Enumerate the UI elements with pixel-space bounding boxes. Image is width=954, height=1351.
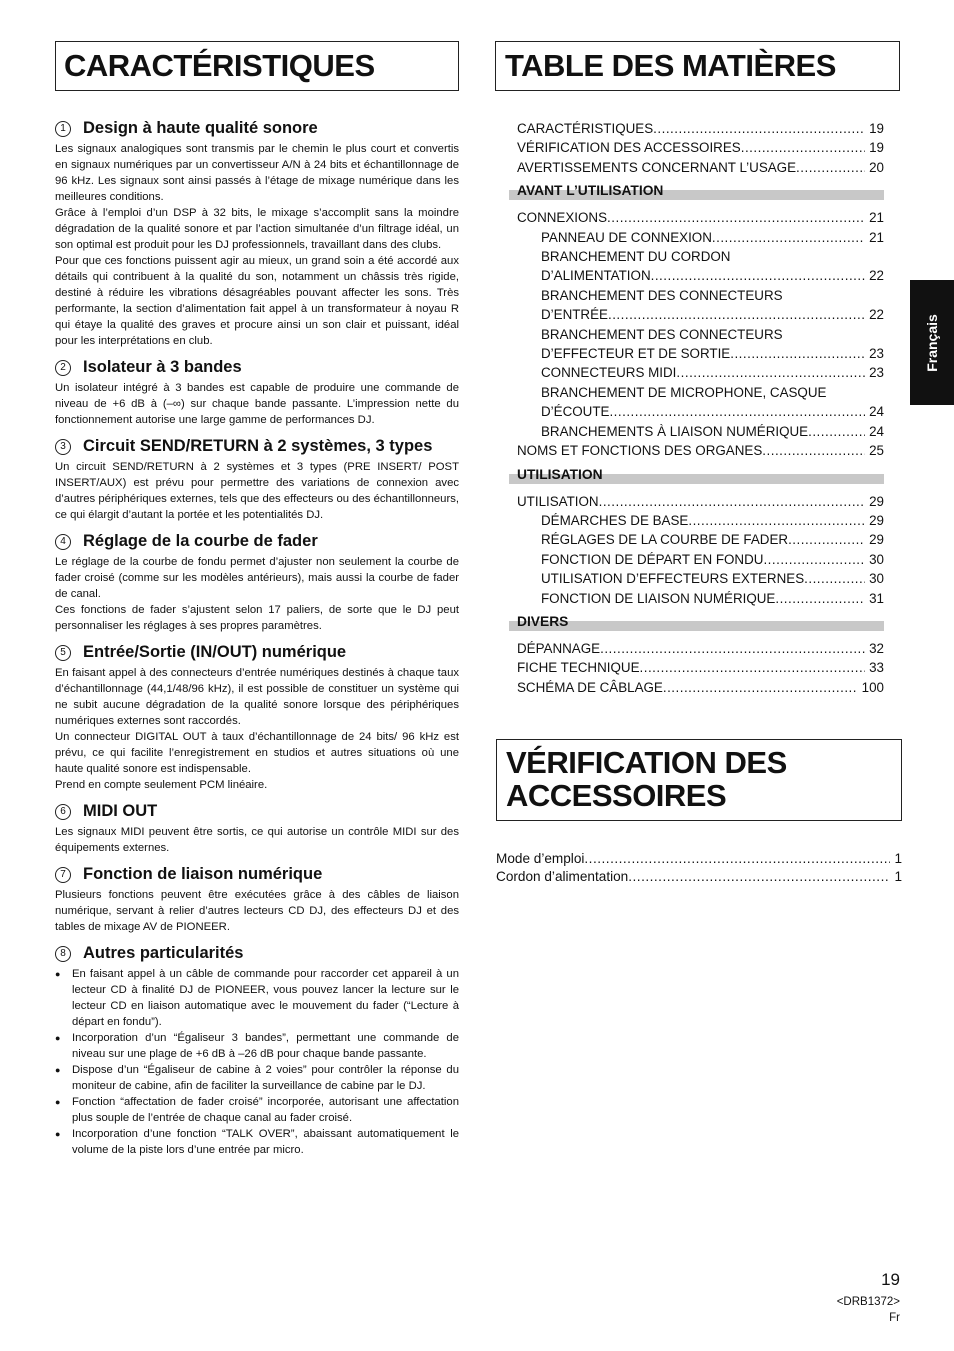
toc-entry: FONCTION DE DÉPART EN FONDU ..... 30 — [517, 550, 884, 569]
list-item: ● En faisant appel à un câble de commande pour raccorder cet appareil à un lecteur CD à finalité DJ de PIONEER, vous pouvez lancer la lecture sur le lecteur CD en liaison automatique avec le mouvement du fader (“Lecture à départ en fondu”). — [55, 966, 459, 1030]
toc-entry: RÉGLAGES DE LA COURBE DE FADER ..... 29 — [517, 530, 884, 549]
heading-caracteristiques: CARACTÉRISTIQUES — [55, 41, 459, 91]
list-item: ● Dispose d’un “Égaliseur de cabine à 2 voies” pour contrôler la réponse du moniteur de cabine, afin de faciliter la surveillance de cabine par le DJ. — [55, 1062, 459, 1094]
feature-1 — [55, 118, 459, 349]
feature-text: Plusieurs fonctions peuvent être exécutées grâce à des câbles de liaison numérique, servant à relier d’autres lecteurs CD DJ, des effecteurs DJ et des tables de mixage AV de PIONEER. — [55, 889, 459, 933]
toc-entry: D’EFFECTEUR ET DE SORTIE ..... 23 — [517, 344, 884, 363]
feature-4 — [55, 531, 459, 634]
feature-2 — [55, 357, 459, 428]
feature-text: Grâce à l’emploi d’un DSP à 32 bits, le mixage s’accomplit sans la moindre dégradation de la qualité sonore et par l’action simultanée d’un filtrage idéal, un son optimal est produit pour les DJ professionnels, travaillant dans des clubs. — [55, 207, 459, 251]
feature-3 — [55, 436, 459, 523]
feature-text: Ces fonctions de fader s’ajustent selon 17 paliers, de sorte que le DJ peut personnaliser les réglages à ses propres paramètres. — [55, 604, 459, 632]
number-circle: 3 — [55, 439, 71, 455]
feature-7 — [55, 864, 459, 935]
feature-text: Pour que ces fonctions puissent agir au mieux, un grand soin a été accordé aux détails qui contribuent à la qualité du son, notamment un châssis très rigide, destiné à réduire les vibrations désagréables pouvant affecter les sons. Très performante, la section d’alimentation fait appel à un transformateur à noyau R qui étaye la qualité des graves et procure ainsi un son clair et puissant, idéal pour les interprétations en club. — [55, 255, 459, 347]
page-number: 19 — [881, 1270, 900, 1289]
number-circle: 4 — [55, 534, 71, 550]
features-list — [55, 118, 459, 1166]
toc-entry: D’ALIMENTATION ..... 22 — [517, 266, 884, 285]
language-tab — [910, 280, 954, 405]
toc-entry: SCHÉMA DE CÂBLAGE ..... 100 — [517, 678, 884, 697]
feature-5 — [55, 642, 459, 793]
language-label: Français — [924, 313, 940, 372]
number-circle: 1 — [55, 121, 71, 137]
doc-code: <DRB1372> — [836, 1296, 900, 1308]
number-circle: 5 — [55, 645, 71, 661]
feature-title: Entrée/Sortie (IN/OUT) numérique — [83, 643, 347, 661]
feature-6 — [55, 801, 459, 856]
toc-entry: D’ÉCOUTE ..... 24 — [517, 402, 884, 421]
toc-entry: UTILISATION D’EFFECTEURS EXTERNES ..... 30 — [517, 569, 884, 588]
feature-title: Design à haute qualité sonore — [83, 119, 318, 137]
toc-entry: BRANCHEMENTS À LIAISON NUMÉRIQUE ..... 24 — [517, 422, 884, 441]
feature-text: En faisant appel à des connecteurs d’entrée numériques destinés à chaque taux d’échantillonnage (44,1/48/96 kHz), il est possible de constituer un système qui ne subit aucune dégradation de la qualité sonore lorsque des périphériques numériques externes sont raccordés. — [55, 667, 459, 727]
toc-entry: UTILISATION ..... 29 — [517, 492, 884, 511]
list-item: ● Incorporation d’un “Égaliseur 3 bandes”, permettant une commande de niveau sur une plage de +6 dB à –26 dB pour chaque bande passante. — [55, 1030, 459, 1062]
feature-text: Les signaux MIDI peuvent être sortis, ce qui autorise un contrôle MIDI sur des équipements externes. — [55, 826, 459, 854]
feature-text: Un connecteur DIGITAL OUT à taux d’échantillonnage de 24 bits/ 96 kHz est prévu, ce qui facilite l’enregistrement en studios et autres situations où une haute qualité sonore est indispensable. — [55, 731, 459, 775]
toc-section-header: DIVERS — [509, 621, 884, 631]
number-circle: 7 — [55, 867, 71, 883]
accessories-list — [496, 850, 902, 886]
accessory-entry: Cordon d’alimentation ..... 1 — [496, 868, 902, 886]
feature-8 — [55, 943, 459, 1158]
toc-entry: NOMS ET FONCTIONS DES ORGANES ..... 25 — [517, 441, 884, 460]
toc-entry: DÉPANNAGE ..... 32 — [517, 639, 884, 658]
heading-table-des-matieres: TABLE DES MATIÈRES — [495, 41, 900, 91]
feature-text: Les signaux analogiques sont transmis par le chemin le plus court et convertis en signaux numériques par un convertisseur A/N à 24 bits et échantillonnage de 96 kHz. Les signaux sont ainsi passés à l’étage de mixage numérique dans les meilleures conditions. — [55, 143, 459, 203]
toc-entry: FONCTION DE LIAISON NUMÉRIQUE ..... 31 — [517, 589, 884, 608]
number-circle: 6 — [55, 804, 71, 820]
toc-entry: CONNEXIONS ..... 21 — [517, 208, 884, 227]
toc-entry-line: BRANCHEMENT DES CONNECTEURS — [541, 326, 783, 342]
toc-entry: DÉMARCHES DE BASE ..... 29 — [517, 511, 884, 530]
feature-title: Réglage de la courbe de fader — [83, 532, 318, 550]
feature-title: Fonction de liaison numérique — [83, 865, 323, 883]
feature-title: Autres particularités — [83, 944, 244, 962]
list-item: ● Incorporation d’une fonction “TALK OVER”, abaissant automatiquement le volume de la piste lors d’une entrée par micro. — [55, 1126, 459, 1158]
feature-text: Prend en compte seulement PCM linéaire. — [55, 779, 268, 791]
toc-entry: VÉRIFICATION DES ACCESSOIRES ..... 19 — [517, 138, 884, 157]
number-circle: 8 — [55, 946, 71, 962]
toc-entry: AVERTISSEMENTS CONCERNANT L’USAGE ..... 20 — [517, 158, 884, 177]
feature-text: Le réglage de la courbe de fondu permet d’ajuster non seulement la courbe de fader croisé (comme sur les modèles antérieurs), mais aussi la courbe de fader de canal. — [55, 556, 459, 600]
toc-entry-line: BRANCHEMENT DE MICROPHONE, CASQUE — [541, 384, 827, 400]
feature-title: Circuit SEND/RETURN à 2 systèmes, 3 types — [83, 437, 433, 455]
table-of-contents — [517, 119, 884, 697]
toc-entry: D’ENTRÉE ..... 22 — [517, 305, 884, 324]
feature-text: Un circuit SEND/RETURN à 2 systèmes et 3 types (PRE INSERT/ POST INSERT/AUX) est prévu pour permettre des variations de connexion avec d’autres périphériques externes, tels que des effecteurs ou des échantillonneurs, ce qui élargit d’autant la portée et les potentialités DJ. — [55, 461, 459, 521]
toc-entry: PANNEAU DE CONNEXION ..... 21 — [517, 228, 884, 247]
toc-entry: CONNECTEURS MIDI ..... 23 — [517, 363, 884, 382]
lang-code: Fr — [889, 1312, 900, 1324]
toc-entry: CARACTÉRISTIQUES ..... 19 — [517, 119, 884, 138]
list-item: ● Fonction “affectation de fader croisé” incorporée, autorisant une affectation plus souple de l’entrée de chaque canal au fader croisé. — [55, 1094, 459, 1126]
toc-entry: FICHE TECHNIQUE ..... 33 — [517, 658, 884, 677]
accessory-entry: Mode d’emploi ..... 1 — [496, 850, 902, 868]
bullet-list — [55, 966, 459, 1158]
feature-title: MIDI OUT — [83, 802, 158, 820]
heading-verification: VÉRIFICATION DES ACCESSOIRES — [496, 739, 902, 821]
toc-entry-line: BRANCHEMENT DES CONNECTEURS — [541, 287, 783, 303]
toc-section-header: UTILISATION — [509, 474, 884, 484]
toc-section-header: AVANT L’UTILISATION — [509, 190, 884, 200]
toc-entry-line: BRANCHEMENT DU CORDON — [541, 249, 731, 265]
document-code — [837, 1294, 900, 1326]
feature-text: Un isolateur intégré à 3 bandes est capable de produire une commande de niveau de +6 dB à (–∞) sur chaque bande passante. L’impression nette du fonctionnement autorise une large gamme de performances DJ. — [55, 382, 459, 426]
feature-title: Isolateur à 3 bandes — [83, 358, 242, 376]
number-circle: 2 — [55, 360, 71, 376]
